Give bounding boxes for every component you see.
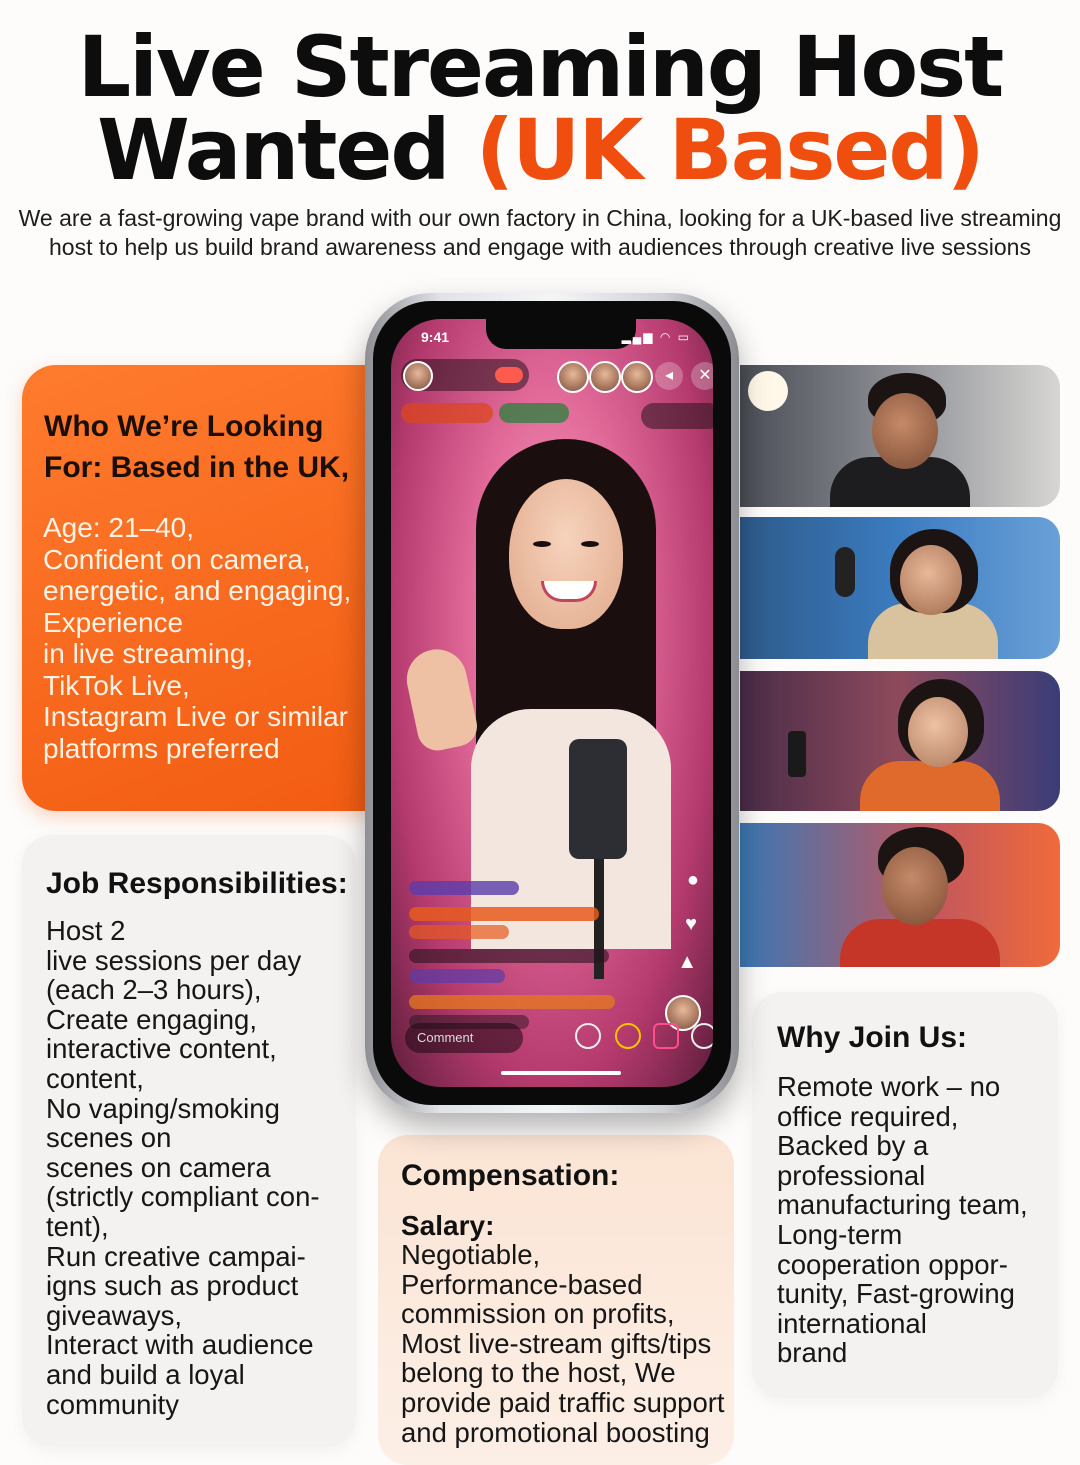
- body-line: (each 2–3 hours),: [46, 974, 262, 1006]
- close-icon[interactable]: ✕: [691, 362, 713, 390]
- sound-icon[interactable]: ◂: [655, 362, 683, 390]
- host-photo-2: [740, 517, 1060, 659]
- chat-message: [409, 995, 615, 1009]
- body-line: Create engaging,: [46, 1003, 257, 1035]
- body-line: provide paid traffic support: [401, 1386, 725, 1418]
- body-line: and promotional boosting: [401, 1416, 710, 1448]
- body-line: professional: [777, 1159, 926, 1191]
- body-line: live sessions per day: [46, 944, 302, 976]
- phone-icon: [788, 731, 806, 777]
- body-line: Confident on camera,: [43, 543, 311, 575]
- livestream-screen: [391, 319, 713, 1087]
- body-line: manufacturing team,: [777, 1189, 1028, 1221]
- body-line: Long-term: [777, 1218, 903, 1250]
- page-title-line2: [0, 101, 1080, 199]
- why-join-heading: Why Join Us:: [777, 1021, 968, 1054]
- person-face: [882, 847, 948, 925]
- viewer-avatar[interactable]: [557, 361, 589, 393]
- chat-message: [409, 969, 505, 983]
- chat-message: [409, 949, 609, 963]
- looking-for-heading: [44, 406, 364, 488]
- heading-line: Who We’re Looking: [44, 410, 324, 443]
- looking-for-body: [43, 512, 373, 764]
- body-line: platforms preferred: [43, 732, 280, 764]
- follow-button[interactable]: [495, 367, 523, 383]
- body-line: Run creative campai-: [46, 1240, 306, 1272]
- body-line: cooperation oppor-: [777, 1248, 1008, 1280]
- salary-label: Salary:: [401, 1210, 495, 1241]
- body-line: scenes on camera: [46, 1151, 271, 1183]
- person-face: [900, 545, 962, 615]
- body-line: belong to the host, We: [401, 1357, 676, 1389]
- body-line: brand: [777, 1337, 848, 1369]
- heading-line: For: Based in the UK,: [44, 451, 350, 484]
- body-line: interactive content,: [46, 1033, 277, 1065]
- body-line: tent),: [46, 1210, 109, 1242]
- body-line: international: [777, 1307, 927, 1339]
- person-body: [840, 919, 1000, 967]
- chat-message: [409, 925, 509, 939]
- status-time: 9:41: [421, 329, 450, 345]
- waving-hand: [401, 644, 480, 754]
- responsibilities-body: [46, 916, 351, 1419]
- title-prefix: Wanted: [97, 101, 449, 199]
- heart-icon[interactable]: ♥: [685, 913, 697, 935]
- eye: [581, 541, 599, 547]
- body-line: energetic, and engaging,: [43, 575, 352, 606]
- host-avatar: [403, 361, 433, 391]
- body-line: office required,: [777, 1100, 959, 1132]
- viewer-avatar[interactable]: [621, 361, 653, 393]
- eye: [533, 541, 551, 547]
- host-photo-1: [740, 365, 1060, 507]
- intro-text: [18, 204, 1062, 262]
- host-photo-4: [740, 823, 1060, 967]
- body-line: Age: 21–40,: [43, 512, 195, 543]
- compensation-body: [401, 1240, 731, 1447]
- chat-message: [409, 907, 599, 921]
- host-face: [509, 479, 623, 629]
- page-title-line1: Live Streaming Host: [77, 18, 1003, 116]
- body-line: and build a loyal: [46, 1358, 245, 1390]
- body-line: (strictly compliant con-: [46, 1181, 320, 1213]
- chat-message: [409, 881, 519, 895]
- body-line: Experience: [43, 606, 184, 638]
- body-line: community: [46, 1388, 179, 1420]
- comment-icon[interactable]: ●: [686, 869, 699, 891]
- lamp-icon: [748, 371, 788, 411]
- body-line: in live streaming,: [43, 638, 254, 669]
- gift-box-icon[interactable]: [653, 1023, 679, 1049]
- body-line: No vaping/smoking: [46, 1092, 280, 1124]
- gift-badge[interactable]: [499, 403, 569, 423]
- responsibilities-heading: Job Responsibilities:: [46, 867, 348, 900]
- gift-icon[interactable]: ▲: [677, 951, 697, 973]
- camera-phone-icon: [569, 739, 627, 859]
- intro-line: We are a fast-growing vape brand with our own factory in China, looking for a UK-based live streaming: [18, 205, 1062, 231]
- person-body: [860, 761, 1000, 811]
- body-line: commission on profits,: [401, 1298, 675, 1330]
- body-line: Host 2: [46, 915, 126, 946]
- why-join-body: [777, 1072, 1057, 1368]
- microphone-icon: [835, 547, 855, 597]
- body-line: tunity, Fast-growing: [777, 1278, 1015, 1310]
- phone-mockup: [365, 293, 739, 1113]
- compensation-heading: Compensation:: [401, 1159, 620, 1192]
- rank-badge[interactable]: [401, 403, 493, 423]
- intro-line: host to help us build brand awareness and engage with audiences through creative live sessions: [49, 234, 1031, 260]
- home-indicator: [501, 1071, 621, 1075]
- body-line: Negotiable,: [401, 1239, 541, 1270]
- host-photo-3: [740, 671, 1060, 811]
- body-line: Backed by a: [777, 1130, 929, 1162]
- person-face: [872, 393, 938, 469]
- body-line: TikTok Live,: [43, 669, 190, 701]
- signal-wifi-battery-icon: ▂▄▆ ◠ ▭: [621, 330, 691, 344]
- filter-icon[interactable]: [575, 1023, 601, 1049]
- phone-bezel: [373, 301, 731, 1105]
- body-line: Instagram Live or similar: [43, 701, 348, 732]
- body-line: giveaways,: [46, 1299, 183, 1331]
- coin-icon[interactable]: [615, 1023, 641, 1049]
- phone-notch: [486, 319, 636, 349]
- body-line: Performance-based: [401, 1268, 643, 1300]
- title-accent: (UK Based): [475, 101, 983, 199]
- body-line: igns such as product: [46, 1270, 299, 1302]
- person-face: [908, 697, 968, 767]
- body-line: Most live-stream gifts/tips: [401, 1327, 712, 1359]
- comment-input[interactable]: Comment: [405, 1023, 523, 1053]
- share-icon[interactable]: [691, 1023, 713, 1049]
- viewer-avatar[interactable]: [589, 361, 621, 393]
- body-line: content,: [46, 1062, 144, 1094]
- body-line: scenes on: [46, 1122, 172, 1154]
- body-line: Remote work – no: [777, 1071, 1001, 1102]
- body-line: Interact with audience: [46, 1329, 314, 1361]
- live-goal-pill[interactable]: [641, 403, 713, 429]
